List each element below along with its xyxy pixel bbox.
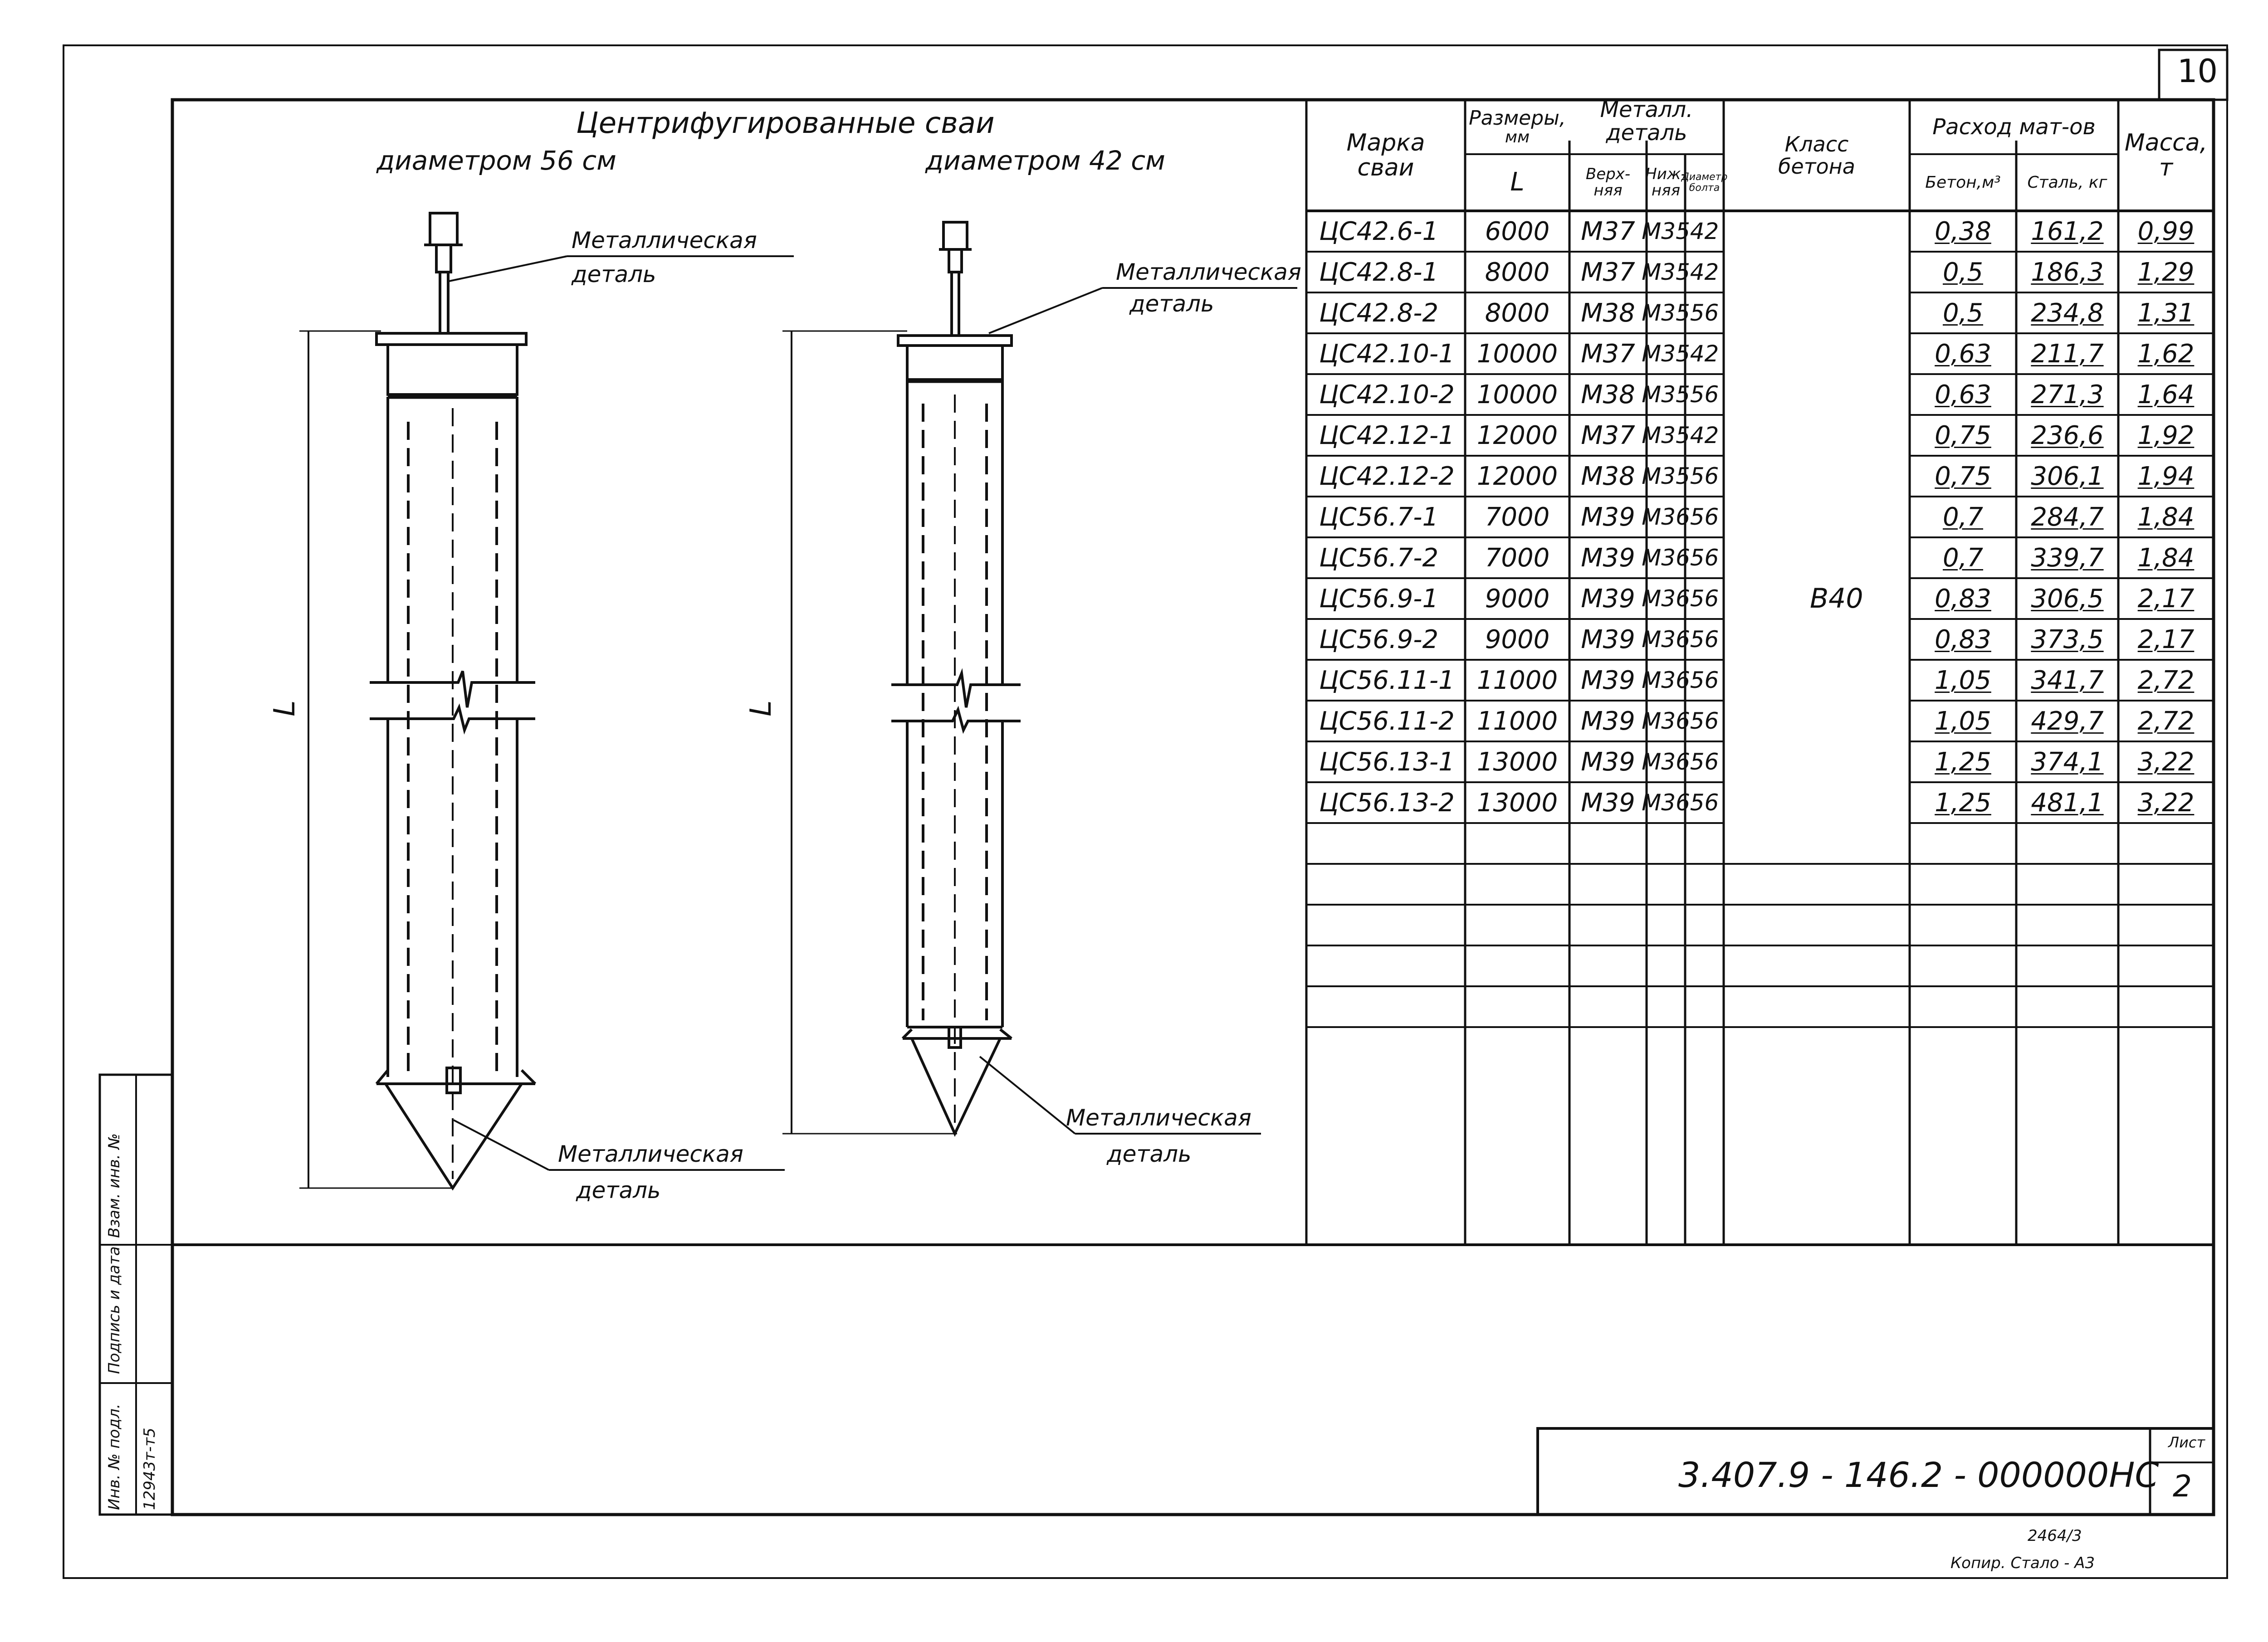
callout-right-bottom-2: деталь — [1107, 1141, 1192, 1167]
cell-bolt: 42 — [1690, 422, 1719, 448]
stamp-inv-label: Инв. № подл. — [105, 1403, 123, 1510]
header-mark: Марка сваи — [1346, 129, 1425, 181]
cell-steel: 341,7 — [2031, 665, 2104, 695]
cell-bolt: 56 — [1690, 463, 1719, 489]
cell-L: 11000 — [1476, 665, 1558, 695]
footer-format: Копир. Стало - А3 — [1950, 1554, 2095, 1572]
subtitle-56: диаметром 56 см — [376, 145, 616, 176]
cell-mass: 3,22 — [2137, 747, 2195, 777]
cell-concrete: 0,75 — [1935, 461, 1991, 491]
cell-concrete: 0,75 — [1935, 420, 1991, 450]
drawing-code: 3.407.9 - 146.2 - 000000НС — [1678, 1455, 2159, 1495]
cell-mark: ЦС56.7-2 — [1319, 543, 1439, 573]
cell-bolt: 56 — [1690, 381, 1719, 408]
cell-steel: 284,7 — [2031, 502, 2104, 532]
sheet-value: 2 — [2173, 1469, 2192, 1504]
header-metal: Металл. деталь — [1600, 97, 1693, 146]
cell-upper: М38 — [1581, 380, 1635, 409]
cell-steel: 186,3 — [2031, 257, 2104, 287]
cell-mass: 2,72 — [2137, 665, 2195, 695]
cell-bolt: 56 — [1690, 667, 1719, 693]
cell-upper: М37 — [1581, 257, 1635, 287]
cell-upper: М37 — [1581, 420, 1635, 450]
cell-upper: М39 — [1581, 543, 1635, 573]
callout-right-bottom: Металлическая — [1066, 1105, 1251, 1131]
cell-upper: М39 — [1581, 624, 1635, 654]
cell-L: 10000 — [1476, 339, 1558, 369]
cell-mark: ЦС56.11-1 — [1319, 665, 1455, 695]
cell-upper: М39 — [1581, 502, 1635, 532]
cell-mark: ЦС56.9-1 — [1319, 584, 1439, 614]
sheet-label: Лист — [2168, 1434, 2205, 1451]
cell-lower: М36 — [1642, 504, 1690, 530]
cell-steel: 374,1 — [2031, 747, 2104, 777]
cell-lower: М36 — [1642, 667, 1690, 693]
concrete-class-value: В40 — [1810, 583, 1863, 614]
cell-lower: М36 — [1642, 626, 1690, 653]
cell-upper: М37 — [1581, 216, 1635, 246]
cell-upper: М39 — [1581, 665, 1635, 695]
cell-upper: М38 — [1581, 298, 1635, 328]
cell-L: 8000 — [1485, 257, 1550, 287]
cell-L: 9000 — [1485, 624, 1550, 654]
cell-mark: ЦС42.6-1 — [1319, 216, 1439, 246]
cell-steel: 236,6 — [2031, 420, 2104, 450]
cell-concrete: 0,83 — [1935, 584, 1991, 614]
cell-upper: М38 — [1581, 461, 1635, 491]
cell-L: 13000 — [1476, 788, 1558, 818]
cell-steel: 373,5 — [2031, 624, 2104, 654]
callout-right-top: Металлическая — [1116, 259, 1301, 285]
header-concrete: Бетон,м³ — [1925, 173, 2001, 192]
subtitle-42: диаметром 42 см — [925, 145, 1165, 176]
cell-mass: 2,17 — [2137, 624, 2195, 654]
stamp-inv-value: 12943т-т5 — [141, 1428, 159, 1510]
cell-mass: 1,62 — [2137, 339, 2195, 369]
cell-mass: 1,64 — [2137, 380, 2195, 409]
cell-steel: 161,2 — [2031, 216, 2104, 246]
cell-upper: М39 — [1581, 584, 1635, 614]
cell-concrete: 0,5 — [1942, 257, 1984, 287]
cell-mark: ЦС42.12-1 — [1319, 420, 1455, 450]
cell-mass: 1,84 — [2137, 502, 2195, 532]
callout-right-top-2: деталь — [1129, 291, 1214, 317]
header-lower: Ниж- няя — [1645, 165, 1686, 200]
cell-concrete: 1,25 — [1935, 747, 1991, 777]
cell-mass: 1,94 — [2137, 461, 2195, 491]
cell-steel: 339,7 — [2031, 543, 2104, 573]
cell-concrete: 0,63 — [1935, 339, 1991, 369]
cell-upper: М37 — [1581, 339, 1635, 369]
cell-bolt: 42 — [1690, 259, 1719, 285]
cell-concrete: 1,25 — [1935, 788, 1991, 818]
cell-mark: ЦС42.12-2 — [1319, 461, 1455, 491]
cell-mark: ЦС56.7-1 — [1319, 502, 1439, 532]
header-steel: Сталь, кг — [2027, 173, 2107, 192]
cell-mass: 1,92 — [2137, 420, 2195, 450]
header-size-L: L — [1510, 167, 1525, 197]
cell-bolt: 42 — [1690, 218, 1719, 244]
cell-mass: 2,17 — [2137, 584, 2195, 614]
cell-mark: ЦС56.11-2 — [1319, 706, 1455, 736]
cell-lower: М36 — [1642, 708, 1690, 734]
cell-lower: М36 — [1642, 789, 1690, 816]
cell-mark: ЦС56.9-2 — [1319, 624, 1439, 654]
header-consumption: Расход мат-ов — [1932, 114, 2096, 140]
dim-label-56: L — [268, 700, 302, 716]
cell-lower: М35 — [1642, 463, 1690, 489]
cell-mass: 1,31 — [2137, 298, 2195, 328]
cell-concrete: 0,38 — [1935, 216, 1991, 246]
cell-upper: М39 — [1581, 788, 1635, 818]
cell-bolt: 42 — [1690, 341, 1719, 367]
cell-mass: 3,22 — [2137, 788, 2195, 818]
callout-left-top: Металлическая — [572, 227, 757, 253]
cell-bolt: 56 — [1690, 626, 1719, 653]
stamp-signature: Подпись и дата — [105, 1246, 123, 1374]
stamp-replace: Взам. инв. № — [105, 1133, 123, 1238]
cell-mark: ЦС56.13-1 — [1319, 747, 1455, 777]
cell-lower: М35 — [1642, 341, 1690, 367]
cell-mass: 2,72 — [2137, 706, 2195, 736]
cell-lower: М36 — [1642, 545, 1690, 571]
cell-mass: 0,99 — [2137, 216, 2195, 246]
callout-left-bottom-2: деталь — [576, 1177, 661, 1203]
cell-mass: 1,84 — [2137, 543, 2195, 573]
dim-label-42: L — [744, 700, 778, 716]
callout-left-bottom: Металлическая — [558, 1141, 743, 1167]
header-class: Класс бетона — [1778, 132, 1855, 179]
cell-upper: М39 — [1581, 706, 1635, 736]
cell-L: 12000 — [1476, 461, 1558, 491]
cell-concrete: 0,63 — [1935, 380, 1991, 409]
cell-L: 13000 — [1476, 747, 1558, 777]
cell-mark: ЦС42.10-1 — [1319, 339, 1455, 369]
header-mass: Масса, т — [2124, 129, 2208, 181]
cell-mass: 1,29 — [2137, 257, 2195, 287]
cell-mark: ЦС42.10-2 — [1319, 380, 1455, 409]
cell-concrete: 1,05 — [1935, 665, 1991, 695]
cell-steel: 306,5 — [2031, 584, 2104, 614]
cell-steel: 306,1 — [2031, 461, 2104, 491]
cell-lower: М35 — [1642, 218, 1690, 244]
cell-steel: 211,7 — [2031, 339, 2104, 369]
cell-L: 10000 — [1476, 380, 1558, 409]
cell-lower: М36 — [1642, 749, 1690, 775]
cell-L: 11000 — [1476, 706, 1558, 736]
cell-bolt: 56 — [1690, 545, 1719, 571]
cell-lower: М35 — [1642, 381, 1690, 408]
cell-bolt: 56 — [1690, 504, 1719, 530]
drawing-title: Центрифугированные сваи — [576, 107, 995, 140]
cell-upper: М39 — [1581, 747, 1635, 777]
cell-L: 7000 — [1485, 543, 1550, 573]
cell-L: 7000 — [1485, 502, 1550, 532]
cell-lower: М36 — [1642, 585, 1690, 612]
sheet-number: 10 — [2177, 53, 2218, 90]
cell-L: 9000 — [1485, 584, 1550, 614]
cell-concrete: 0,83 — [1935, 624, 1991, 654]
callout-left-top-2: деталь — [572, 261, 656, 287]
cell-bolt: 56 — [1690, 749, 1719, 775]
cell-concrete: 0,7 — [1942, 502, 1984, 532]
cell-mark: ЦС42.8-2 — [1319, 298, 1439, 328]
cell-bolt: 56 — [1690, 300, 1719, 326]
cell-bolt: 56 — [1690, 789, 1719, 816]
cell-bolt: 56 — [1690, 708, 1719, 734]
footer-order: 2464/3 — [2028, 1527, 2082, 1545]
cell-mark: ЦС42.8-1 — [1319, 257, 1439, 287]
cell-lower: М35 — [1642, 300, 1690, 326]
cell-steel: 429,7 — [2031, 706, 2104, 736]
header-bolt: Диаметр болта — [1681, 171, 1728, 194]
cell-bolt: 56 — [1690, 585, 1719, 612]
pile-42-drawing — [782, 222, 1297, 1134]
cell-concrete: 0,5 — [1942, 298, 1984, 328]
cell-steel: 481,1 — [2031, 788, 2104, 818]
cell-mark: ЦС56.13-2 — [1319, 788, 1455, 818]
cell-lower: М35 — [1642, 259, 1690, 285]
header-upper: Верх- няя — [1585, 165, 1631, 200]
cell-L: 6000 — [1485, 216, 1550, 246]
cell-concrete: 1,05 — [1935, 706, 1991, 736]
pile-56-drawing — [299, 213, 794, 1188]
header-size: Размеры, мм — [1469, 107, 1566, 147]
cell-steel: 271,3 — [2031, 380, 2104, 409]
cell-L: 8000 — [1485, 298, 1550, 328]
cell-concrete: 0,7 — [1942, 543, 1984, 573]
cell-lower: М35 — [1642, 422, 1690, 448]
cell-L: 12000 — [1476, 420, 1558, 450]
cell-steel: 234,8 — [2031, 298, 2104, 328]
